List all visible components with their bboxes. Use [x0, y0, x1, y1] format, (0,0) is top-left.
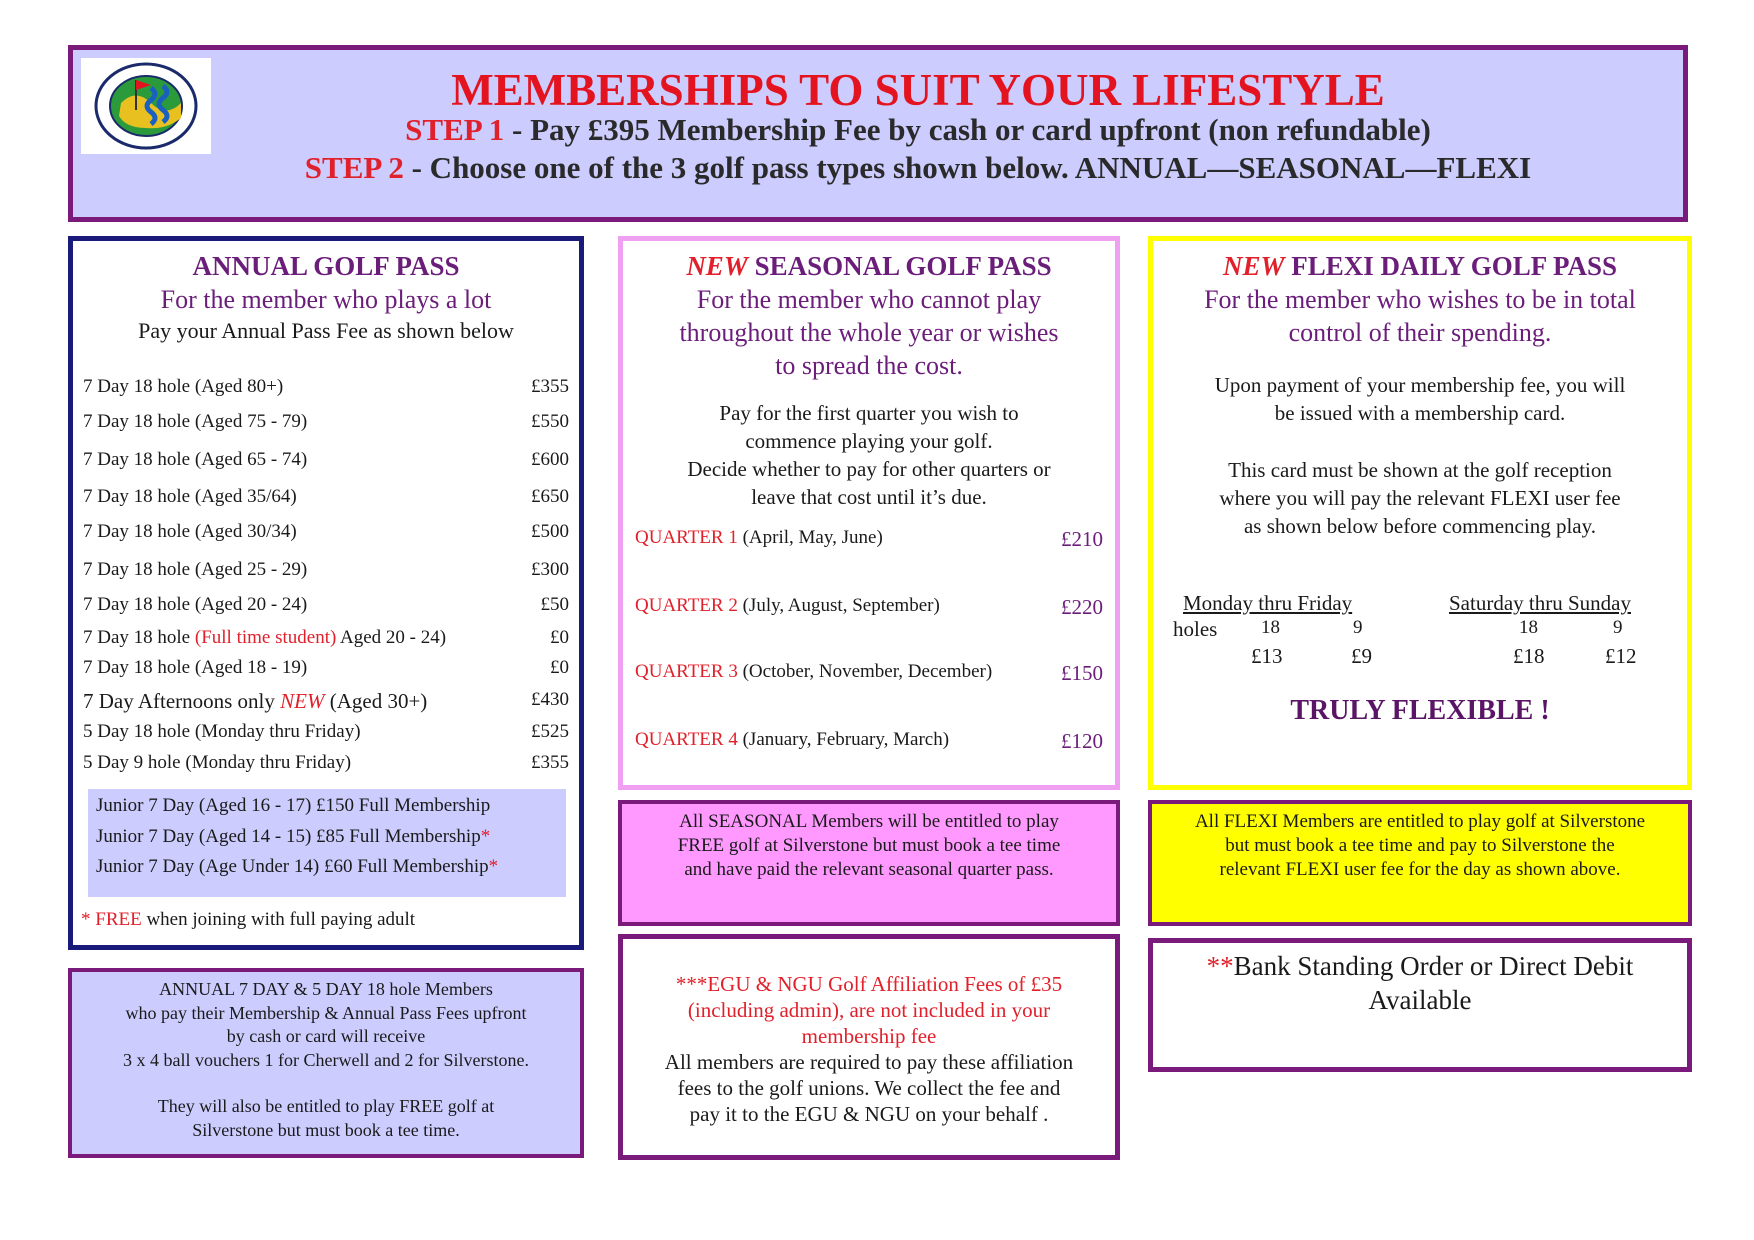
weekday-holes-18: 18	[1261, 617, 1280, 638]
quarter-label: QUARTER 4	[635, 729, 738, 750]
annual-intro: Pay your Annual Pass Fee as shown below	[138, 318, 514, 343]
junior-text: Junior 7 Day (Aged 14 - 15) £85 Full Membership	[96, 826, 481, 847]
annual-pass-panel	[68, 236, 584, 950]
row-label	[83, 627, 446, 649]
annual-row	[83, 627, 569, 651]
body-line: commence playing your golf.	[745, 429, 993, 453]
step-2-label: STEP 2	[304, 150, 404, 185]
header-banner	[68, 45, 1688, 222]
row-label: 7 Day 18 hole (Aged 35/64)	[83, 486, 297, 507]
quarter-row	[635, 661, 1103, 683]
holes-label: holes	[1173, 617, 1218, 641]
junior-row	[96, 856, 498, 878]
weekend-holes-18: 18	[1519, 617, 1538, 638]
junior-row	[96, 826, 490, 848]
annual-row	[83, 486, 569, 510]
junior-text: Junior 7 Day (Age Under 14) £60 Full Membership	[96, 856, 489, 877]
bank-line-1-text: Bank Standing Order or Direct Debit	[1233, 951, 1634, 981]
annual-row	[83, 594, 569, 618]
note-line: who pay their Membership & Annual Pass Fees upfront	[125, 1002, 527, 1023]
affiliation-fees-note	[618, 934, 1120, 1160]
bank-line-1	[1153, 949, 1687, 983]
quarter-price: £220	[1061, 595, 1103, 619]
junior-star: *	[488, 856, 499, 877]
body-line: Pay for the first quarter you wish to	[719, 401, 1019, 425]
subtitle-line: to spread the cost.	[775, 351, 963, 380]
note-line: All members are required to pay these affiliation	[664, 1050, 1074, 1074]
free-note	[81, 909, 415, 931]
annual-row	[83, 721, 569, 745]
seasonal-body	[623, 399, 1115, 511]
subtitle-line: control of their spending.	[1288, 318, 1552, 347]
quarter-months: (July, August, September)	[737, 595, 940, 616]
weekday-holes-9: 9	[1353, 617, 1363, 638]
step-2-line	[153, 150, 1683, 186]
row-label: 7 Day 18 hole (Aged 20 - 24)	[83, 594, 308, 615]
weekday-price-18: £13	[1251, 644, 1283, 668]
note-line: 3 x 4 ball vouchers 1 for Cherwell and 2 for Silverstone.	[123, 1049, 529, 1070]
quarter-label: QUARTER 3	[635, 661, 738, 682]
note-line: by cash or card will receive	[226, 1026, 426, 1046]
seasonal-title	[623, 251, 1115, 282]
row-label-part: 7 Day Afternoons only	[83, 689, 281, 713]
quarter-row	[635, 729, 1103, 751]
junior-text: Junior 7 Day (Aged 16 - 17) £150 Full Membership	[96, 795, 491, 816]
body-line: where you will pay the relevant FLEXI user fee	[1219, 486, 1621, 510]
step-1-text: - Pay £395 Membership Fee by cash or card upfront (non refundable)	[504, 112, 1431, 147]
note-line: but must book a tee time and pay to Silverstone the	[1225, 835, 1615, 856]
weekend-price-9: £12	[1605, 644, 1637, 668]
affiliation-red-text	[623, 971, 1115, 1049]
note-line: Silverstone but must book a tee time.	[192, 1119, 460, 1140]
flexi-subtitle	[1153, 283, 1687, 349]
flexi-body-1	[1153, 371, 1687, 427]
row-price: £430	[531, 689, 569, 710]
flexi-note	[1148, 800, 1692, 926]
step-1-line	[153, 112, 1683, 148]
row-label-part: Aged 20 - 24)	[336, 627, 447, 648]
row-label: 7 Day 18 hole (Aged 25 - 29)	[83, 559, 308, 580]
annual-row	[83, 752, 569, 776]
annual-row	[83, 559, 569, 583]
annual-row	[83, 411, 569, 435]
note-line: FREE golf at Silverstone but must book a tee time	[677, 835, 1061, 856]
annual-row	[83, 689, 569, 713]
free-label: * FREE	[81, 909, 142, 930]
step-1-label: STEP 1	[405, 112, 505, 147]
student-label: (Full time student)	[194, 627, 337, 648]
note-line: (including admin), are not included in your	[687, 998, 1051, 1022]
row-label: 7 Day 18 hole (Aged 80+)	[83, 376, 284, 397]
weekday-header: Monday thru Friday	[1183, 591, 1353, 615]
note-line: fees to the golf unions. We collect the fee and	[677, 1076, 1061, 1100]
annual-subtitle: For the member who plays a lot	[160, 285, 492, 314]
seasonal-note	[618, 800, 1120, 926]
body-line: Upon payment of your membership fee, you will	[1214, 373, 1626, 397]
note-line: ANNUAL 7 DAY & 5 DAY 18 hole Members	[159, 979, 493, 999]
annual-row	[83, 657, 569, 681]
body-line: Decide whether to pay for other quarters or	[687, 457, 1051, 481]
row-price: £300	[531, 559, 569, 580]
row-label: 5 Day 18 hole (Monday thru Friday)	[83, 721, 361, 742]
row-price: £0	[550, 657, 569, 678]
annual-row	[83, 449, 569, 473]
body-line: leave that cost until it’s due.	[751, 485, 987, 509]
step-2-text: - Choose one of the 3 golf pass types shown below. ANNUAL—SEASONAL—FLEXI	[403, 150, 1532, 185]
row-price: £650	[531, 486, 569, 507]
row-label: 7 Day 18 hole (Aged 30/34)	[83, 521, 297, 542]
new-badge: NEW	[686, 251, 748, 281]
annual-benefits-note	[68, 968, 584, 1158]
annual-row	[83, 376, 569, 400]
row-label: 5 Day 9 hole (Monday thru Friday)	[83, 752, 352, 773]
weekend-holes-9: 9	[1613, 617, 1623, 638]
weekend-header: Saturday thru Sunday	[1449, 591, 1631, 615]
note-line: and have paid the relevant seasonal quarter pass.	[684, 859, 1054, 880]
subtitle-line: For the member who cannot play	[696, 285, 1042, 314]
flexi-pass-panel	[1148, 236, 1692, 790]
row-label	[83, 689, 427, 714]
note-line: All FLEXI Members are entitled to play golf at Silverstone	[1194, 811, 1646, 832]
note-line: ***EGU & NGU Golf Affiliation Fees of £35	[675, 972, 1063, 996]
flexi-title	[1153, 251, 1687, 282]
junior-row	[96, 795, 490, 817]
flexi-body-2	[1153, 456, 1687, 540]
quarter-price: £150	[1061, 661, 1103, 685]
quarter-months: (October, November, December)	[737, 661, 993, 682]
row-price: £550	[531, 411, 569, 432]
row-price: £50	[540, 594, 569, 615]
quarter-price: £120	[1061, 729, 1103, 753]
row-price: £355	[531, 376, 569, 397]
note-line: membership fee	[801, 1024, 937, 1048]
row-price: £0	[550, 627, 569, 648]
note-line: They will also be entitled to play FREE golf at	[157, 1096, 495, 1116]
subtitle-line: For the member who wishes to be in total	[1204, 285, 1636, 314]
row-label: 7 Day 18 hole (Aged 75 - 79)	[83, 411, 308, 432]
row-label: 7 Day 18 hole (Aged 65 - 74)	[83, 449, 308, 470]
note-line: relevant FLEXI user fee for the day as shown above.	[1219, 859, 1621, 880]
seasonal-subtitle	[623, 283, 1115, 382]
row-price: £600	[531, 449, 569, 470]
bank-stars: **	[1206, 951, 1234, 981]
quarter-label: QUARTER 1	[635, 527, 738, 548]
body-line: This card must be shown at the golf reception	[1228, 458, 1612, 482]
row-label-part: (Aged 30+)	[324, 689, 428, 713]
quarter-price: £210	[1061, 527, 1103, 551]
junior-memberships	[88, 789, 566, 897]
quarter-row	[635, 527, 1103, 549]
seasonal-pass-panel	[618, 236, 1120, 790]
affiliation-body	[623, 1049, 1115, 1127]
new-badge: NEW	[280, 689, 325, 713]
row-price: £525	[531, 721, 569, 742]
flexi-title-text: FLEXI DAILY GOLF PASS	[1284, 251, 1618, 281]
seasonal-title-text: SEASONAL GOLF PASS	[747, 251, 1052, 281]
subtitle-line: throughout the whole year or wishes	[679, 318, 1059, 347]
row-label: 7 Day 18 hole (Aged 18 - 19)	[83, 657, 308, 678]
note-line: pay it to the EGU & NGU on your behalf .	[689, 1102, 1049, 1126]
body-line: be issued with a membership card.	[1274, 401, 1566, 425]
new-badge: NEW	[1222, 251, 1285, 281]
body-line: as shown below before commencing play.	[1243, 514, 1597, 538]
annual-title: ANNUAL GOLF PASS	[192, 251, 460, 281]
quarter-months: (April, May, June)	[737, 527, 883, 548]
bank-payment-note	[1148, 938, 1692, 1072]
quarter-row	[635, 595, 1103, 617]
weekend-price-18: £18	[1513, 644, 1545, 668]
annual-row	[83, 521, 569, 545]
page-title: MEMBERSHIPS TO SUIT YOUR LIFESTYLE	[451, 65, 1385, 115]
row-label-part: 7 Day 18 hole	[83, 627, 195, 648]
weekday-price-9: £9	[1351, 644, 1372, 668]
junior-star: *	[480, 826, 491, 847]
quarter-label: QUARTER 2	[635, 595, 738, 616]
note-spacer	[72, 1072, 580, 1095]
bank-line-2: Available	[1368, 985, 1472, 1015]
row-price: £500	[531, 521, 569, 542]
flexi-slogan: TRULY FLEXIBLE !	[1290, 695, 1550, 726]
quarter-months: (January, February, March)	[737, 729, 950, 750]
free-text: when joining with full paying adult	[141, 909, 416, 930]
row-price: £355	[531, 752, 569, 773]
note-line: All SEASONAL Members will be entitled to play	[679, 811, 1059, 832]
